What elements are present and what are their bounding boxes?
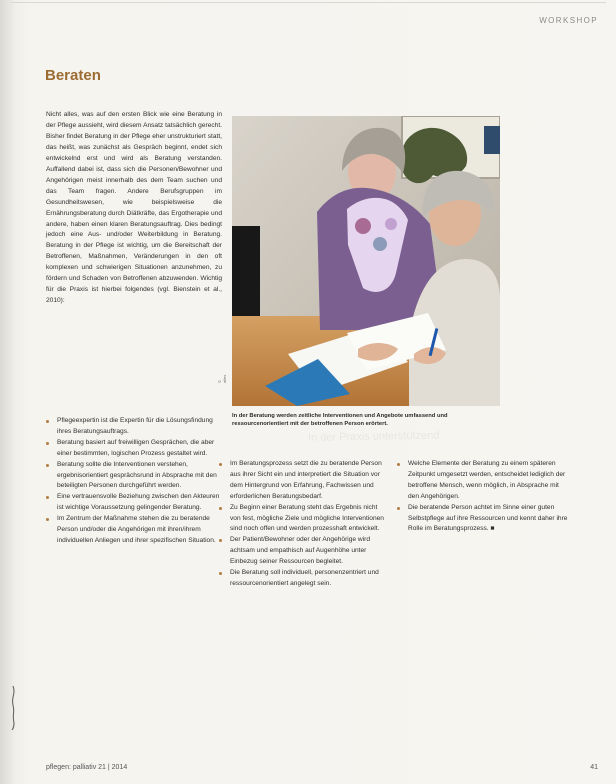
bullet-list-col1: [46, 416, 221, 547]
faint-background-text: In der Praxis unterstützend: [307, 429, 440, 444]
bullet-text: Die Beratung soll individuell, personenzentriert und ressourcenorientiert angelegt sein.: [230, 569, 379, 587]
bullet-list-col3: [397, 459, 568, 535]
bullet-text: Im Beratungsprozess setzt die zu beratende Person aus ihrer Sicht ein und interpretiert die Situation vor dem Hintergrund von Erfahrung, Fachwissen und erforderlichen Beratungsbedarf.: [230, 460, 382, 500]
bullet-item: [397, 503, 568, 536]
bullet-item: [46, 438, 221, 460]
bullet-item: [219, 503, 389, 536]
bullet-item: [46, 416, 221, 438]
bullet-list-col2: [219, 459, 389, 590]
scarf-pattern: [385, 218, 397, 230]
bullet-marker-icon: [46, 420, 49, 423]
page-number: 41: [590, 764, 598, 771]
intro-column: [46, 110, 222, 307]
bullet-item: [46, 514, 221, 547]
book-stack: [484, 126, 500, 154]
bullet-text: Im Zentrum der Maßnahme stehen die zu beratende Person und/oder die Angehörigen mit ihren/ihrem individuellen Anliegen und ihrer spezifischen Situation.: [57, 515, 216, 544]
bullet-text: Der Patient/Bewohner oder der Angehörige wird achtsam und empathisch auf Augenhöhe unter Einbezug seiner Ressourcen begleitet.: [230, 536, 371, 566]
bullet-item: [46, 492, 221, 514]
bullet-text: Beratung sollte die Interventionen verstehen, ergebnisorientiert gesprächsrund in Absprache mit den beteiligten Personen durchgeführt werden.: [57, 460, 217, 490]
bullet-text: Pflegeexpertin ist die Expertin für die Lösungsfindung ihres Beratungsauftrags.: [57, 417, 213, 435]
bullet-item: [219, 535, 389, 568]
article-photo: [232, 116, 500, 406]
bullet-marker-icon: [397, 507, 400, 510]
bullet-marker-icon: [46, 518, 49, 521]
header-rule: [10, 2, 606, 3]
bullet-marker-icon: [397, 463, 400, 466]
article-title: Beraten: [45, 67, 101, 84]
page-gutter-shadow: [0, 0, 16, 784]
bullet-text: Zu Beginn einer Beratung steht das Ergebnis nicht von fest, mögliche Ziele und mögliche Interventionen sind noch offen und werden prozesshaft entwickelt.: [230, 503, 384, 533]
bullet-item: [219, 459, 389, 503]
section-label: WORKSHOP: [539, 16, 598, 25]
bullet-text: Welche Elemente der Beratung zu einem späteren Zeitpunkt umgesetzt werden, entscheidet lediglich der betroffene Mensch, wenn möglich, in Absprache mit den Angehörigen.: [408, 460, 566, 500]
bullet-item: [219, 568, 389, 590]
bullet-marker-icon: [219, 463, 222, 466]
photo-illustration: [232, 116, 500, 406]
bullet-marker-icon: [219, 539, 222, 542]
bullet-text: Beratung basiert auf freiwilligen Gesprächen, die aber einer bestimmten, logischen Prozess gestaltet wird.: [57, 438, 215, 457]
photo-credit: © alles: [217, 374, 227, 383]
bullet-marker-icon: [46, 464, 49, 467]
bullet-marker-icon: [46, 442, 49, 445]
scarf-pattern: [355, 218, 371, 234]
bullet-text: Die beratende Person achtet im Sinne einer guten Selbstpflege auf ihre Ressourcen und kennt daher ihre Rolle im Beratungsprozess. ■: [408, 503, 568, 533]
bullet-text: Eine vertrauensvolle Beziehung zwischen den Akteuren ist wichtige Voraussetzung gelingender Beratung.: [57, 493, 220, 512]
bullet-item: [397, 459, 568, 503]
bullet-marker-icon: [46, 496, 49, 499]
intro-paragraph: Nicht alles, was auf den ersten Blick wie eine Beratung in der Pflege aussieht, wird diesem Ansatz tatsächlich gerecht. Bisher findet Beratung in der Pflege eher unstrukturiert statt, das heißt, was zunächst als Gespräch beginnt, endet sich entwickelnd erst und wird als Beratung verstanden. Auffallend dabei ist, dass sich die Personen/Bewohner und Angehörigen meist innerhalb des dem Team suchen und das Team fragen. Andere Berufsgruppen im Gesundheitswesen, wie beispielsweise die Ernährungsberatung durch Diätkräfte, das Ergotherapie und andere, haben einen klaren Beratungsauftrag. Dies bedingt jedoch eine Aus- und/oder Weiterbildung in Beratung. Beratung in der Pflege ist wichtig, um die Bereitschaft der Betroffenen, Maßnahmen, Veränderungen in den oft komplexen und schwierigen Situationen anzunehmen, zu fördern und Schaden von Betroffenen abzuwenden. Wichtig für die Praxis ist hierbei folgendes (vgl. Bienstein et al., 2010):: [46, 111, 222, 305]
photo-caption: In der Beratung werden zeitliche Interventionen und Angebote umfassend und ressourcenorientiert mit der betroffenen Person erörtert.: [232, 413, 448, 428]
bullet-marker-icon: [219, 572, 222, 575]
scarf-pattern: [373, 237, 387, 251]
bullet-marker-icon: [219, 507, 222, 510]
handwritten-mark-icon: [8, 684, 18, 730]
bullet-item: [46, 460, 221, 493]
publication-footer: pflegen: palliativ 21 | 2014: [46, 764, 128, 771]
